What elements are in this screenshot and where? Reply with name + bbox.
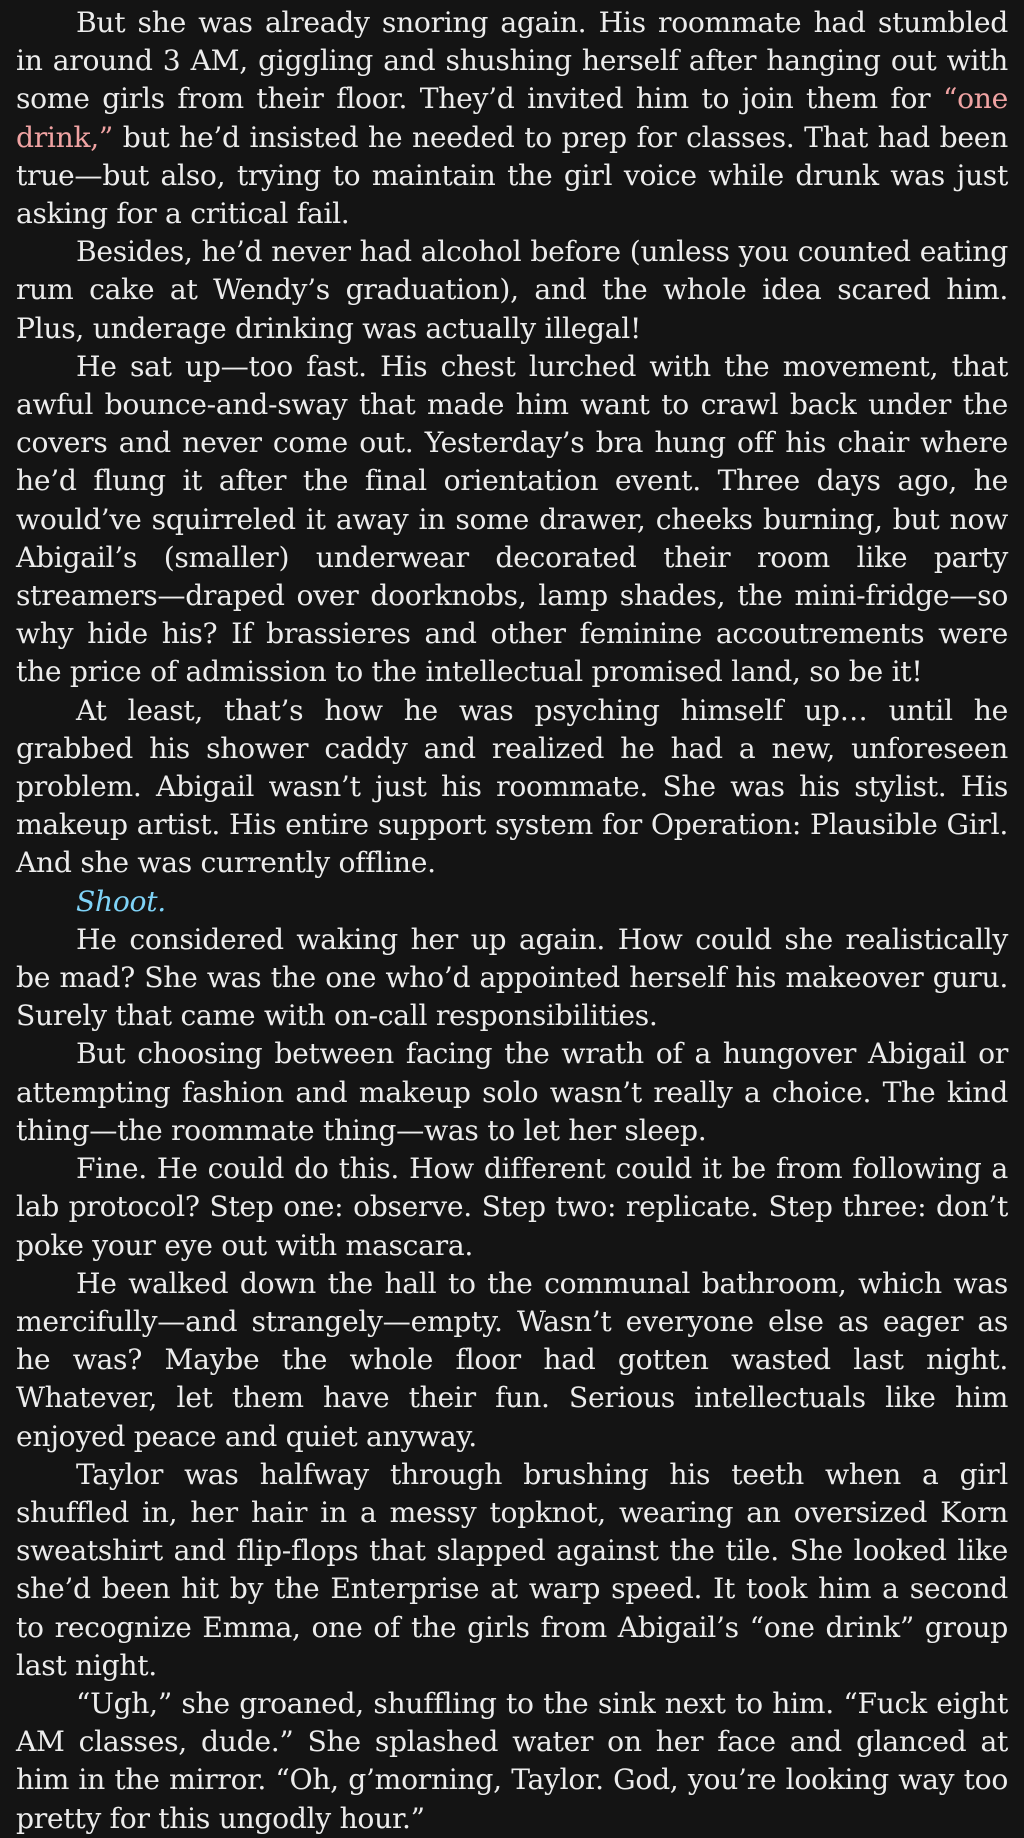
paragraph-1-before: But she was already snoring again. His roommate had stumbled in around 3 AM, giggling and shushing herself after hanging out with some girls from their floor. They’d invited him to join them for [16, 6, 1008, 116]
paragraph-9: He walked down the hall to the communal bathroom, which was mercifully—and strangely—empty. Wasn’t everyone else as eager as he was? Maybe the whole floor had gotten wasted last night. Whatever, let them have their fun. Serious intellectuals like him enjoyed peace and quiet anyway. [16, 1266, 1008, 1453]
inner-thought: Shoot. [76, 884, 166, 918]
paragraph-10: Taylor was halfway through brushing his teeth when a girl shuffled in, her hair in a messy topknot, wearing an oversized Korn sweatshirt and flip-flops that slapped against the tile. She looked like she’d been hit by the Enterprise at warp speed. It took him a second to recognize Emma, one of the girls from Abigail’s “one drink” group last night. [16, 1457, 1008, 1682]
highlighted-quote: “one drink,” [16, 82, 1008, 154]
paragraph-11: “Ugh,” she groaned, shuffling to the sink next to him. “Fuck eight AM classes, dude.” She splashed water on her face and glanced at him in the mirror. “Oh, g’morning, Taylor. God, you’re looking way too pretty for this ungodly hour.” [16, 1686, 1008, 1835]
paragraph-1 [16, 4, 1008, 233]
paragraph-1-after: but he’d insisted he needed to prep for classes. That had been true—but also, trying to maintain the girl voice while drunk was just asking for a critical fail. [16, 120, 1008, 231]
paragraph-4: At least, that’s how he was psyching himself up… until he grabbed his shower caddy and realized he had a new, unforeseen problem. Abigail wasn’t just his roommate. She was his stylist. His makeup artist. His entire support system for Operation: Plausible Girl. And she was currently offline. [16, 693, 1008, 880]
paragraph-2: Besides, he’d never had alcohol before (unless you counted eating rum cake at Wendy’s graduation), and the whole idea scared him. Plus, underage drinking was actually illegal! [16, 235, 1008, 345]
paragraph-6: He considered waking her up again. How could she realistically be mad? She was the one who’d appointed herself his makeover guru. Surely that came with on-call responsibilities. [16, 922, 1008, 1033]
paragraph-8: Fine. He could do this. How different could it be from following a lab protocol? Step one: observe. Step two: replicate. Step three: don’t poke your eye out with mascara. [16, 1152, 1008, 1262]
paragraph-5 [16, 883, 1008, 921]
paragraph-7: But choosing between facing the wrath of a hungover Abigail or attempting fashion and makeup solo wasn’t really a choice. The kind thing—the roommate thing—was to let her sleep. [16, 1037, 1008, 1147]
paragraph-3: He sat up—too fast. His chest lurched with the movement, that awful bounce-and-sway that made him want to crawl back under the covers and never come out. Yesterday’s bra hung off his chair where he’d flung it after the final orientation event. Three days ago, he would’ve squirreled it away in some drawer, cheeks burning, but now Abigail’s (smaller) underwear decorated their room like party streamers—draped over doorknobs, lamp shades, the mini-fridge—so why hide his? If brassieres and other feminine accoutrements were the price of admission to the intellectual promised land, so be it! [16, 349, 1008, 689]
